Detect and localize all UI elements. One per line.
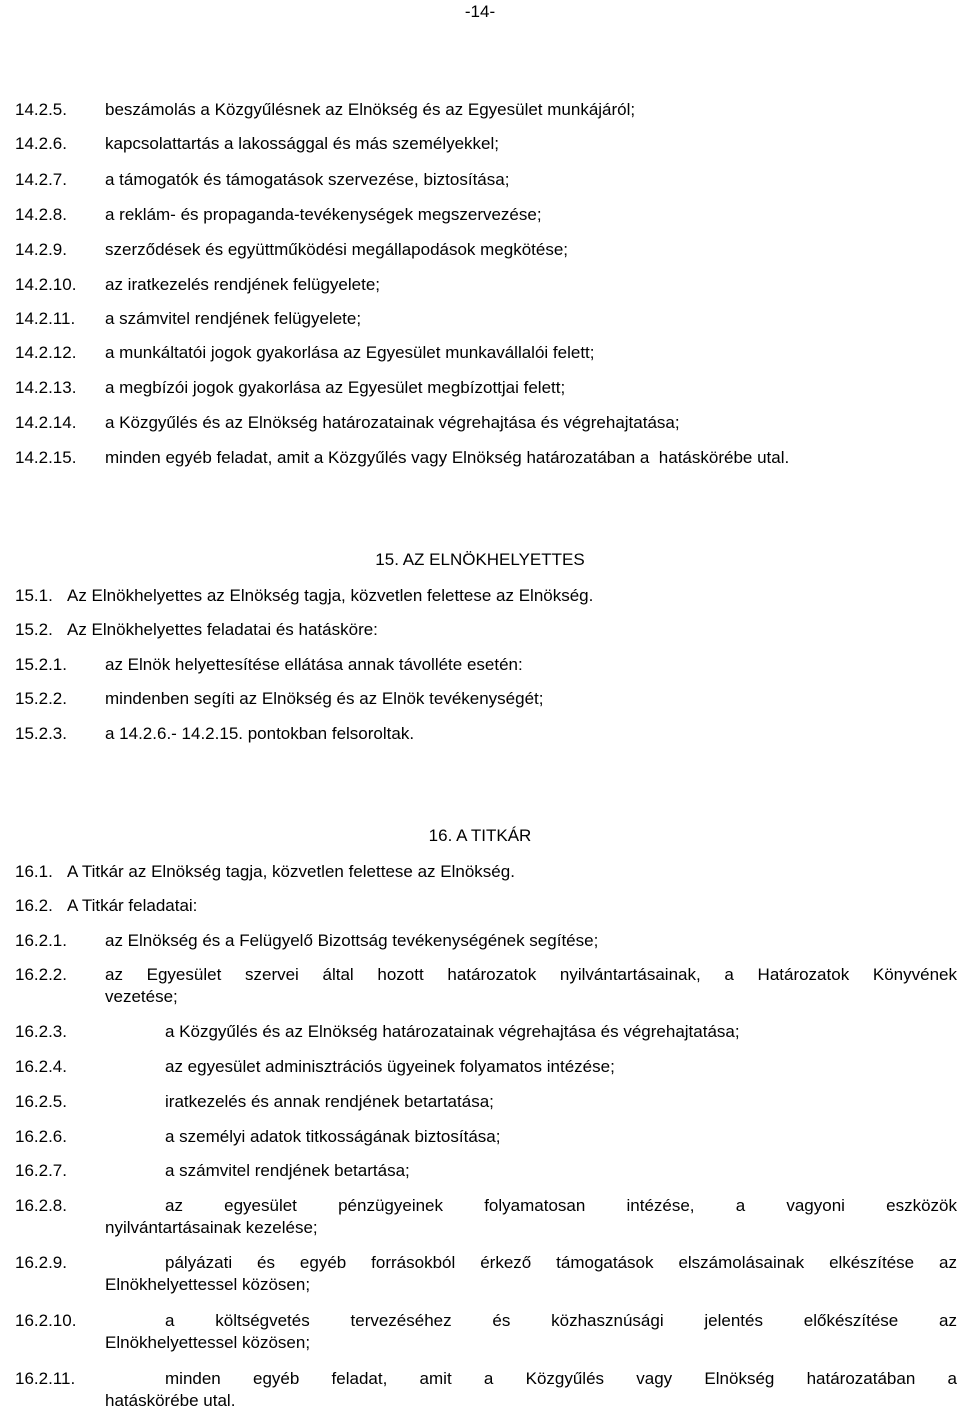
item-number: 16.1. bbox=[15, 862, 53, 881]
list-item bbox=[15, 1126, 957, 1148]
item-text: az egyesület pénzügyeinek folyamatosan intézése, a vagyoni eszközök bbox=[165, 1196, 957, 1215]
item-number: 16.2.11. bbox=[15, 1369, 76, 1388]
item-number: 15.1. bbox=[15, 586, 53, 605]
item-text-continued: Elnökhelyettessel közösen; bbox=[105, 1275, 311, 1294]
item-number: 16.2.7. bbox=[15, 1161, 67, 1180]
list-item bbox=[15, 204, 957, 226]
item-text: a számvitel rendjének betartása; bbox=[165, 1161, 410, 1180]
list-item bbox=[15, 1310, 957, 1354]
item-text: minden egyéb feladat, amit a Közgyűlés vagy Elnökség határozatában a bbox=[165, 1369, 957, 1388]
item-text: az iratkezelés rendjének felügyelete; bbox=[105, 275, 380, 294]
list-item bbox=[15, 133, 957, 155]
item-text: az Elnök helyettesítése ellátása annak távolléte esetén: bbox=[105, 655, 523, 674]
item-number: 15.2.2. bbox=[15, 689, 67, 708]
item-text: az egyesület adminisztrációs ügyeinek folyamatos intézése; bbox=[165, 1057, 615, 1076]
item-text: szerződések és együttműködési megállapodások megkötése; bbox=[105, 240, 569, 259]
list-item bbox=[15, 688, 957, 710]
item-text: a költségvetés tervezéséhez és közhasznúsági jelentés előkészítése az bbox=[165, 1311, 957, 1330]
item-text: minden egyéb feladat, amit a Közgyűlés vagy Elnökség határozatában a hatáskörébe utal. bbox=[105, 448, 790, 467]
item-text: a Közgyűlés és az Elnökség határozatainak végrehajtása és végrehajtatása; bbox=[165, 1022, 740, 1041]
item-text: Az Elnökhelyettes feladatai és hatásköre: bbox=[67, 620, 378, 639]
list-item bbox=[15, 895, 957, 917]
list-item bbox=[15, 861, 957, 883]
list-item bbox=[15, 239, 957, 261]
item-text: az Elnökség és a Felügyelő Bizottság tevékenységének segítése; bbox=[105, 931, 599, 950]
list-item bbox=[15, 1056, 957, 1078]
list-item bbox=[15, 308, 957, 330]
item-text: A Titkár feladatai: bbox=[67, 896, 198, 915]
item-number: 15.2.3. bbox=[15, 724, 67, 743]
list-item bbox=[15, 1160, 957, 1182]
item-number: 16.2.6. bbox=[15, 1127, 67, 1146]
item-number: 14.2.7. bbox=[15, 170, 67, 189]
item-text-continued: hatáskörébe utal. bbox=[105, 1391, 236, 1410]
page-number: -14- bbox=[464, 2, 496, 21]
item-number: 15.2. bbox=[15, 620, 53, 639]
item-number: 14.2.11. bbox=[15, 309, 76, 328]
section-16-heading: 16. A TITKÁR bbox=[428, 826, 532, 845]
item-text: beszámolás a Közgyűlésnek az Elnökség és az Egyesület munkájáról; bbox=[105, 100, 636, 119]
list-item bbox=[15, 930, 957, 952]
list-item bbox=[15, 169, 957, 191]
list-item bbox=[15, 723, 957, 745]
list-item bbox=[15, 585, 957, 607]
item-number: 16.2.8. bbox=[15, 1196, 67, 1215]
item-text-continued: nyilvántartásainak kezelése; bbox=[105, 1218, 318, 1237]
item-text-continued: Elnökhelyettessel közösen; bbox=[105, 1333, 311, 1352]
item-text: a számvitel rendjének felügyelete; bbox=[105, 309, 362, 328]
item-number: 14.2.14. bbox=[15, 413, 77, 432]
item-number: 14.2.12. bbox=[15, 343, 77, 362]
list-item bbox=[15, 342, 957, 364]
item-text: pályázati és egyéb forrásokból érkező támogatások elszámolásainak elkészítése az bbox=[165, 1253, 957, 1272]
item-number: 16.2.5. bbox=[15, 1092, 67, 1111]
item-number: 16.2.2. bbox=[15, 965, 67, 984]
item-number: 14.2.8. bbox=[15, 205, 67, 224]
section-15-heading: 15. AZ ELNÖKHELYETTES bbox=[375, 550, 585, 569]
list-item bbox=[15, 99, 957, 121]
item-text: mindenben segíti az Elnökség és az Elnök tevékenységét; bbox=[105, 689, 544, 708]
item-number: 16.2.3. bbox=[15, 1022, 67, 1041]
item-text: az Egyesület szervei által hozott határozatok nyilvántartásainak, a Határozatok Könyvének bbox=[105, 965, 957, 984]
list-item bbox=[15, 377, 957, 399]
item-number: 15.2.1. bbox=[15, 655, 67, 674]
item-number: 16.2.9. bbox=[15, 1253, 67, 1272]
item-text: a személyi adatok titkosságának biztosítása; bbox=[165, 1127, 501, 1146]
item-number: 16.2.1. bbox=[15, 931, 67, 950]
item-text: kapcsolattartás a lakossággal és más személyekkel; bbox=[105, 134, 500, 153]
list-item bbox=[15, 619, 957, 641]
item-text: a munkáltatói jogok gyakorlása az Egyesület munkavállalói felett; bbox=[105, 343, 595, 362]
list-item bbox=[15, 412, 957, 434]
list-item bbox=[15, 1195, 957, 1239]
item-number: 14.2.13. bbox=[15, 378, 77, 397]
item-text: a reklám- és propaganda-tevékenységek megszervezése; bbox=[105, 205, 542, 224]
list-item bbox=[15, 447, 957, 469]
item-number: 14.2.5. bbox=[15, 100, 67, 119]
list-item bbox=[15, 964, 957, 1008]
item-text: iratkezelés és annak rendjének betartatása; bbox=[165, 1092, 494, 1111]
item-text-continued: vezetése; bbox=[105, 987, 178, 1006]
item-text: a megbízói jogok gyakorlása az Egyesület megbízottjai felett; bbox=[105, 378, 566, 397]
list-item bbox=[15, 1091, 957, 1113]
list-item bbox=[15, 1021, 957, 1043]
item-number: 16.2.10. bbox=[15, 1311, 77, 1330]
item-number: 14.2.6. bbox=[15, 134, 67, 153]
list-item bbox=[15, 1252, 957, 1296]
item-text: A Titkár az Elnökség tagja, közvetlen felettese az Elnökség. bbox=[67, 862, 515, 881]
list-item bbox=[15, 1368, 957, 1412]
list-item bbox=[15, 274, 957, 296]
item-text: Az Elnökhelyettes az Elnökség tagja, közvetlen felettese az Elnökség. bbox=[67, 586, 594, 605]
item-text: a támogatók és támogatások szervezése, biztosítása; bbox=[105, 170, 510, 189]
item-number: 14.2.15. bbox=[15, 448, 77, 467]
item-number: 16.2.4. bbox=[15, 1057, 67, 1076]
item-text: a Közgyűlés és az Elnökség határozatainak végrehajtása és végrehajtatása; bbox=[105, 413, 680, 432]
item-number: 16.2. bbox=[15, 896, 53, 915]
list-item bbox=[15, 654, 957, 676]
item-number: 14.2.9. bbox=[15, 240, 67, 259]
item-number: 14.2.10. bbox=[15, 275, 77, 294]
item-text: a 14.2.6.- 14.2.15. pontokban felsoroltak. bbox=[105, 724, 415, 743]
